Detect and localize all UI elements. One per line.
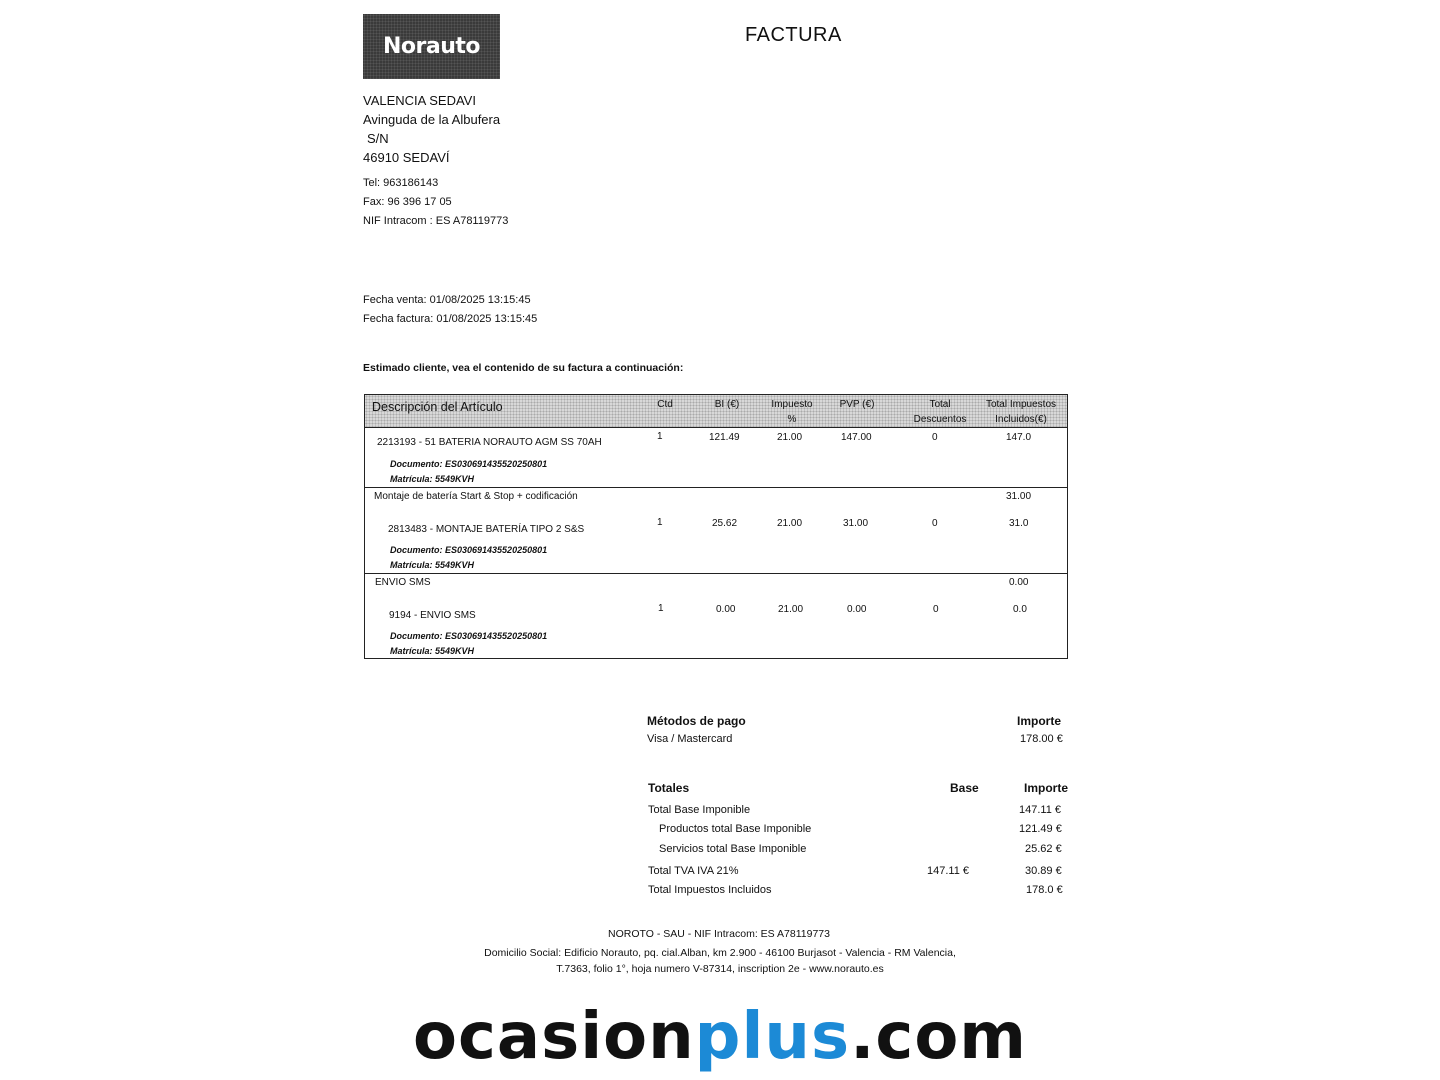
store-tel: Tel: 963186143 bbox=[363, 177, 439, 189]
header-quantity: Ctd bbox=[657, 399, 673, 410]
item-3-discount: 0 bbox=[933, 604, 939, 615]
header-description: Descripción del Artículo bbox=[372, 400, 503, 414]
items-table bbox=[364, 394, 1068, 659]
totals-row-importe: 25.62 € bbox=[1025, 843, 1062, 855]
totals-row-base: 147.11 € bbox=[927, 865, 970, 877]
header-tax: Impuesto bbox=[771, 399, 813, 410]
sale-date: Fecha venta: 01/08/2025 13:15:45 bbox=[363, 294, 531, 306]
totals-row-importe: 147.11 € bbox=[1019, 804, 1062, 816]
watermark-part-3: .com bbox=[850, 1000, 1027, 1074]
item-2-tax: 21.00 bbox=[777, 518, 803, 529]
item-1-plate: Matrícula: 5549KVH bbox=[390, 474, 475, 484]
totals-row-importe: 178.0 € bbox=[1026, 884, 1063, 896]
payment-method: Visa / Mastercard bbox=[647, 733, 733, 745]
item-1-qty: 1 bbox=[657, 431, 663, 442]
logo-text: Norauto bbox=[382, 34, 480, 59]
item-1-document: Documento: ES030691435520250801 bbox=[390, 459, 548, 469]
footer-registry: T.7363, folio 1°, hoja numero V-87314, inscription 2e - www.norauto.es bbox=[556, 963, 884, 975]
group-2-total: 31.00 bbox=[1006, 491, 1032, 502]
header-total-2: Incluidos(€) bbox=[995, 414, 1047, 425]
item-3-qty: 1 bbox=[658, 603, 664, 614]
store-number: S/N bbox=[367, 131, 389, 146]
totals-row-label: Productos total Base Imponible bbox=[659, 823, 812, 835]
payment-amount: 178.00 € bbox=[1020, 733, 1063, 745]
item-3-document: Documento: ES030691435520250801 bbox=[390, 631, 548, 641]
totals-row-label: Servicios total Base Imponible bbox=[659, 843, 807, 855]
page-title: FACTURA bbox=[745, 24, 842, 46]
store-fax: Fax: 96 396 17 05 bbox=[363, 196, 452, 208]
ocasionplus-watermark bbox=[0, 1000, 1440, 1074]
item-2-name: 2813483 - MONTAJE BATERÍA TIPO 2 S&S bbox=[388, 524, 585, 535]
item-3-pvp: 0.00 bbox=[847, 604, 867, 615]
totals-row-importe: 30.89 € bbox=[1025, 865, 1062, 877]
item-2-base: 25.62 bbox=[712, 518, 738, 529]
header-pvp: PVP (€) bbox=[839, 399, 875, 410]
greeting: Estimado cliente, vea el contenido de su factura a continuación: bbox=[363, 362, 684, 374]
totals-row-label: Total Base Imponible bbox=[648, 804, 751, 816]
totals-importe-header: Importe bbox=[1024, 781, 1069, 795]
item-2-document: Documento: ES030691435520250801 bbox=[390, 545, 548, 555]
header-total: Total Impuestos bbox=[985, 399, 1057, 410]
item-3-tax: 21.00 bbox=[778, 604, 804, 615]
header-tax-pct: % bbox=[787, 414, 797, 425]
item-1-name: 2213193 - 51 BATERIA NORAUTO AGM SS 70AH bbox=[377, 437, 602, 448]
group-3-title: ENVIO SMS bbox=[375, 577, 431, 588]
item-1-tax: 21.00 bbox=[777, 432, 803, 443]
item-1-pvp: 147.00 bbox=[841, 432, 872, 443]
group-3-total: 0.00 bbox=[1009, 577, 1029, 588]
totals-header: Totales bbox=[648, 781, 690, 795]
store-city: 46910 SEDAVÍ bbox=[363, 150, 450, 165]
store-name: VALENCIA SEDAVI bbox=[363, 93, 476, 108]
header-discounts-2: Descuentos bbox=[913, 414, 967, 425]
totals-base-header: Base bbox=[950, 781, 979, 795]
payment-header: Métodos de pago bbox=[647, 714, 746, 728]
item-1-discount: 0 bbox=[932, 432, 938, 443]
totals-row-label: Total TVA IVA 21% bbox=[648, 865, 739, 877]
totals-row-importe: 121.49 € bbox=[1019, 823, 1062, 835]
item-2-total: 31.0 bbox=[1009, 518, 1029, 529]
invoice-date: Fecha factura: 01/08/2025 13:15:45 bbox=[363, 313, 538, 325]
payment-amount-header: Importe bbox=[1017, 714, 1062, 728]
table-header bbox=[365, 395, 1067, 428]
item-2-plate: Matrícula: 5549KVH bbox=[390, 560, 475, 570]
row-divider bbox=[365, 487, 1067, 488]
item-2-qty: 1 bbox=[657, 517, 663, 528]
totals-row-label: Total Impuestos Incluidos bbox=[648, 884, 772, 896]
header-discounts: Total bbox=[929, 399, 951, 410]
footer-address: Domicilio Social: Edificio Norauto, pq. cial.Alban, km 2.900 - 46100 Burjasot - Valencia - RM Valencia, bbox=[484, 947, 956, 959]
item-2-pvp: 31.00 bbox=[843, 518, 869, 529]
item-3-total: 0.0 bbox=[1013, 604, 1027, 615]
store-nif: NIF Intracom : ES A78119773 bbox=[363, 215, 509, 227]
item-1-total: 147.0 bbox=[1006, 432, 1032, 443]
row-divider bbox=[365, 573, 1067, 574]
norauto-logo bbox=[363, 14, 500, 79]
group-2-title: Montaje de batería Start & Stop + codificación bbox=[374, 491, 578, 502]
store-street: Avinguda de la Albufera bbox=[363, 112, 501, 127]
item-1-base: 121.49 bbox=[709, 432, 740, 443]
watermark-part-1: ocasion bbox=[413, 1000, 695, 1074]
footer-company: NOROTO - SAU - NIF Intracom: ES A78119773 bbox=[608, 928, 830, 940]
item-3-name: 9194 - ENVIO SMS bbox=[389, 610, 476, 621]
item-2-discount: 0 bbox=[932, 518, 938, 529]
header-base: BI (€) bbox=[714, 399, 740, 410]
watermark-part-2: plus bbox=[694, 1000, 851, 1074]
item-3-base: 0.00 bbox=[716, 604, 736, 615]
item-3-plate: Matrícula: 5549KVH bbox=[390, 646, 475, 656]
